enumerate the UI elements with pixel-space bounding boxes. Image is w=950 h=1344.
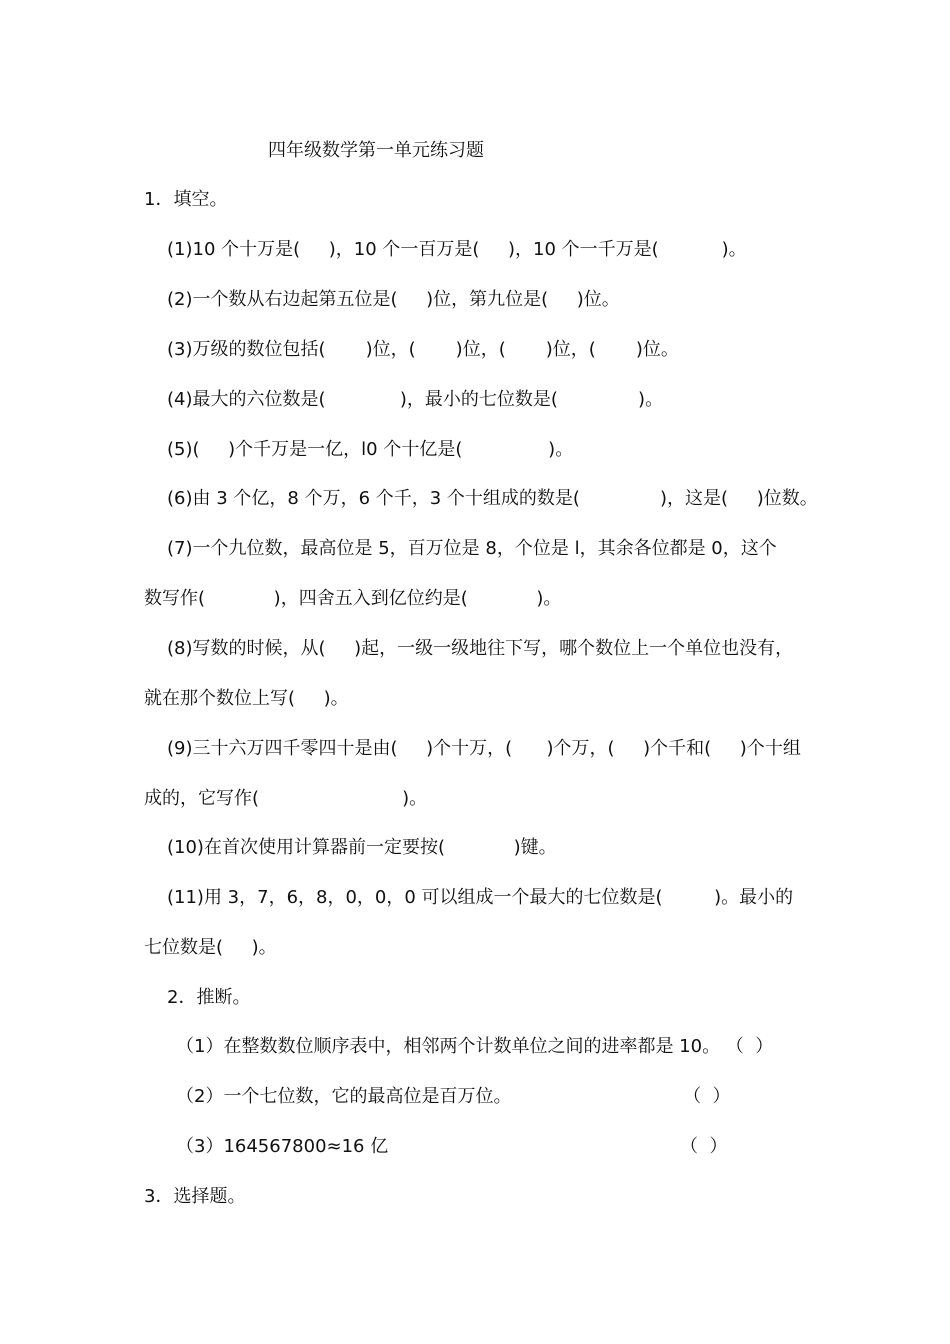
fill-in-item-5: (5)( )个千万是一亿，l0 个十亿是( )。 [167, 439, 574, 460]
fill-in-item-9-line-1: (9)三十六万四千零四十是由( )个十万，( )个万，( )个千和( )个十组 [167, 738, 801, 759]
fill-in-item-11-line-1: (11)用 3，7，6，8，0，0，0 可以组成一个最大的七位数是( )。最小的 [167, 887, 794, 908]
fill-in-item-7-line-1: (7)一个九位数，最高位是 5，百万位是 8，个位是 l，其余各位都是 0，这个 [167, 538, 777, 559]
judgement-item-3: （3）164567800≈16 亿 （ ） [176, 1136, 728, 1157]
fill-in-item-9-line-2: 成的，它写作( )。 [144, 788, 428, 809]
fill-in-item-4: (4)最大的六位数是( )，最小的七位数是( )。 [167, 389, 664, 410]
fill-in-item-7-line-2: 数写作( )，四舍五入到亿位约是( )。 [144, 588, 562, 609]
section-2-heading: 2．推断。 [167, 987, 251, 1008]
fill-in-item-1: (1)10 个十万是( )，10 个一百万是( )，10 个一千万是( )。 [167, 239, 747, 260]
fill-in-item-2: (2)一个数从右边起第五位是( )位，第九位是( )位。 [167, 289, 620, 310]
section-3-heading: 3．选择题。 [144, 1186, 246, 1207]
fill-in-item-8-line-2: 就在那个数位上写( )。 [144, 688, 349, 709]
judgement-item-2: （2）一个七位数，它的最高位是百万位。 （ ） [176, 1086, 731, 1107]
fill-in-item-8-line-1: (8)写数的时候，从( )起，一级一级地往下写，哪个数位上一个单位也没有， [167, 638, 794, 659]
fill-in-item-6: (6)由 3 个亿，8 个万，6 个千，3 个十组成的数是( )，这是( )位数。 [167, 488, 818, 509]
fill-in-item-3: (3)万级的数位包括( )位，( )位，( )位，( )位。 [167, 339, 679, 360]
judgement-item-1: （1）在整数数位顺序表中，相邻两个计数单位之间的进率都是 10。 （ ） [176, 1036, 774, 1057]
fill-in-item-11-line-2: 七位数是( )。 [144, 937, 277, 958]
section-1-heading: 1．填空。 [144, 189, 228, 210]
fill-in-item-10: (10)在首次使用计算器前一定要按( )键。 [167, 837, 557, 858]
page-title: 四年级数学第一单元练习题 [268, 140, 484, 161]
